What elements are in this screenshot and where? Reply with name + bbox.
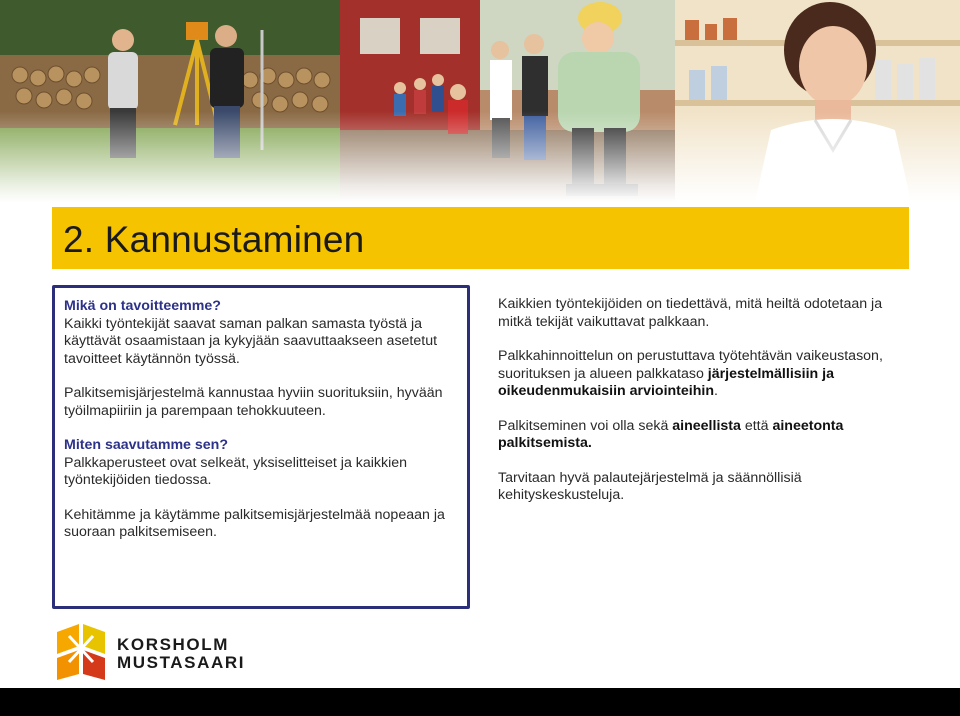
right-paragraph-3 (498, 418, 908, 453)
pharmacist-photo (675, 0, 960, 202)
right-paragraph-3-bold-b: aineetonta palkitsemista. (498, 417, 844, 451)
slide-title: 2. Kannustaminen (63, 219, 365, 260)
right-paragraph-2-text: Palkkahinnoittelun on perustuttava työtehtävän vaikeustason, suorituksen ja alueen palkkataso (498, 348, 883, 382)
goals-box (52, 285, 470, 609)
right-paragraph-3-text-a: Palkitseminen voi olla sekä (498, 417, 673, 434)
children-photo (340, 0, 675, 202)
logo-line-1: KORSHOLM (117, 635, 229, 654)
methods-heading: Miten saavutamme sen? (64, 437, 229, 453)
surveyors-photo (0, 0, 340, 202)
right-paragraph-3-text-b: että (740, 417, 773, 434)
goals-content (64, 298, 464, 542)
right-paragraph-3-bold-a: aineellista (672, 417, 741, 434)
goals-paragraph-1: Kaikki työntekijät saavat saman palkan samasta työstä ja käyttävät osaamistaan ja kykyjään saavuttaakseen asetetut tavoitteet käytännön työssä. (64, 315, 438, 367)
right-paragraph-2-bold: järjestelmällisiin ja oikeudenmukaisiin arviointeihin (498, 365, 834, 399)
footer-bar (0, 688, 960, 716)
goals-paragraph-2: Palkitsemisjärjestelmä kannustaa hyviin suorituksiin, hyvään työilmapiiriin ja parempaan tehokkuuteen. (64, 385, 443, 419)
logo-line-2: MUSTASAARI (117, 653, 246, 672)
logo-text (117, 636, 245, 672)
header-photo-strip (0, 0, 960, 202)
methods-paragraph-2: Kehitämme ja käytämme palkitsemisjärjestelmää nopeaan ja suoraan palkitsemiseen. (64, 506, 445, 540)
methods-paragraph-1: Palkkaperusteet ovat selkeät, yksiselitteiset ja kaikkien työntekijöiden tiedossa. (64, 454, 408, 488)
right-column (498, 296, 908, 505)
goals-heading: Mikä on tavoitteemme? (64, 298, 221, 314)
title-bar (52, 207, 909, 269)
korsholm-logo (53, 622, 273, 682)
right-paragraph-2-end: . (714, 383, 718, 399)
right-paragraph-2 (498, 348, 908, 401)
logo-emblem-icon (53, 622, 109, 682)
right-paragraph-1: Kaikkien työntekijöiden on tiedettävä, mitä heiltä odotetaan ja mitkä tekijät vaikuttavat palkkaan. (498, 296, 883, 330)
right-paragraph-4: Tarvitaan hyvä palautejärjestelmä ja säännöllisiä kehityskeskusteluja. (498, 469, 802, 503)
